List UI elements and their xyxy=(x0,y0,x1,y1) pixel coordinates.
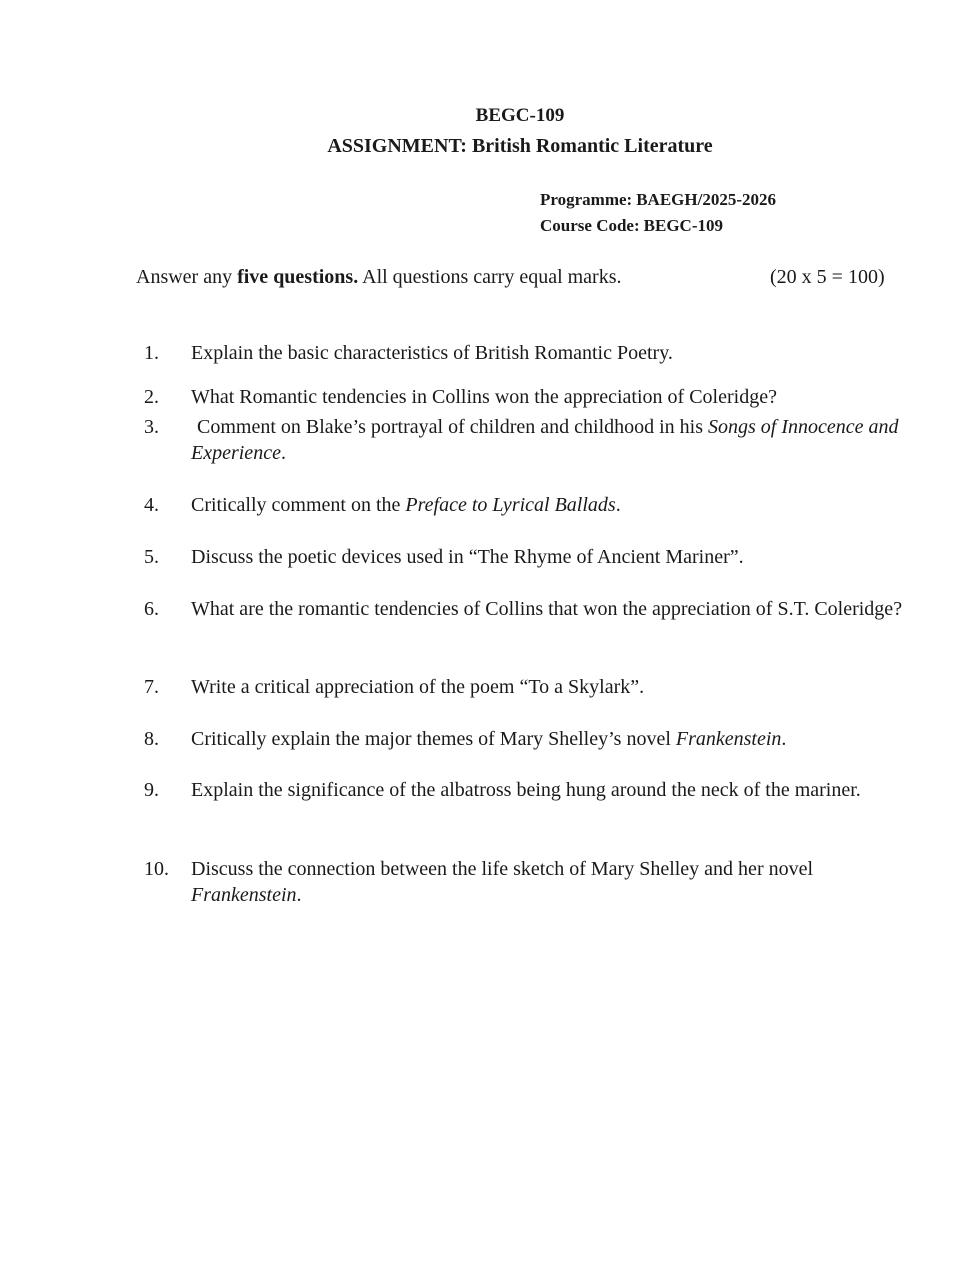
question-text xyxy=(191,726,906,752)
course-code-label: Course Code: xyxy=(540,216,640,235)
question-text: Discuss the poetic devices used in “The Rhyme of Ancient Mariner”. xyxy=(191,546,744,568)
question-number: 7. xyxy=(144,676,159,698)
question-2 xyxy=(136,384,906,410)
instructions-part1: Answer any xyxy=(136,266,233,288)
question-number: 10. xyxy=(144,858,169,880)
question-text-end: . xyxy=(615,494,621,516)
question-text: What are the romantic tendencies of Collins that won the appreciation of S.T. Coleridge? xyxy=(191,598,903,620)
instructions-part2: All questions carry equal marks. xyxy=(362,266,622,288)
work-title: Preface to Lyrical Ballads xyxy=(405,494,616,516)
question-text-plain: Critically comment on the xyxy=(191,494,401,516)
question-5 xyxy=(136,544,906,570)
question-text-end: . xyxy=(280,442,286,464)
question-number: 3. xyxy=(144,416,159,438)
question-number: 5. xyxy=(144,546,159,568)
programme-value: BAEGH/2025-2026 xyxy=(636,190,776,209)
question-text-plain: Critically explain the major themes of Mary Shelley’s novel xyxy=(191,728,671,750)
question-6 xyxy=(136,596,906,622)
question-7 xyxy=(136,674,906,700)
work-title: Frankenstein xyxy=(675,728,782,750)
programme-line xyxy=(540,190,776,210)
question-text: Explain the significance of the albatross being hung around the neck of the mariner. xyxy=(191,779,861,801)
assignment-subject: British Romantic Literature xyxy=(471,135,713,157)
question-10 xyxy=(136,856,906,908)
question-number: 2. xyxy=(144,386,159,408)
question-number: 8. xyxy=(144,728,159,750)
instructions-bold: five questions. xyxy=(237,266,359,288)
question-text: Explain the basic characteristics of British Romantic Poetry. xyxy=(191,342,673,364)
question-text: What Romantic tendencies in Collins won the appreciation of Coleridge? xyxy=(191,386,777,408)
question-text-end: . xyxy=(781,728,787,750)
question-4 xyxy=(136,492,906,518)
course-code-heading: BEGC-109 xyxy=(475,105,565,126)
question-number: 6. xyxy=(144,598,159,620)
question-number: 4. xyxy=(144,494,159,516)
assignment-prefix: ASSIGNMENT: xyxy=(327,135,467,157)
question-8 xyxy=(136,726,906,752)
course-code-line xyxy=(540,216,723,236)
question-3 xyxy=(136,414,906,466)
work-title: Frankenstein xyxy=(191,884,297,906)
question-text xyxy=(191,492,906,518)
question-number: 9. xyxy=(144,779,159,801)
question-number: 1. xyxy=(144,342,159,364)
marks-distribution: (20 x 5 = 100) xyxy=(770,266,885,288)
question-1 xyxy=(136,340,906,366)
work-title: Songs of Innocence and Experience xyxy=(191,416,899,464)
instructions xyxy=(136,266,622,289)
question-text-plain: Comment on Blake’s portrayal of children and childhood in his xyxy=(197,416,704,438)
question-text: Write a critical appreciation of the poem “To a Skylark”. xyxy=(191,676,645,698)
course-code-value: BEGC-109 xyxy=(643,216,723,235)
question-text xyxy=(191,414,906,466)
programme-label: Programme: xyxy=(540,190,633,209)
question-text-end: . xyxy=(296,884,302,906)
question-text-plain: Discuss the connection between the life sketch of Mary Shelley and her novel xyxy=(191,858,814,880)
question-9 xyxy=(136,777,906,803)
question-text xyxy=(191,856,906,908)
assignment-title xyxy=(0,135,960,158)
